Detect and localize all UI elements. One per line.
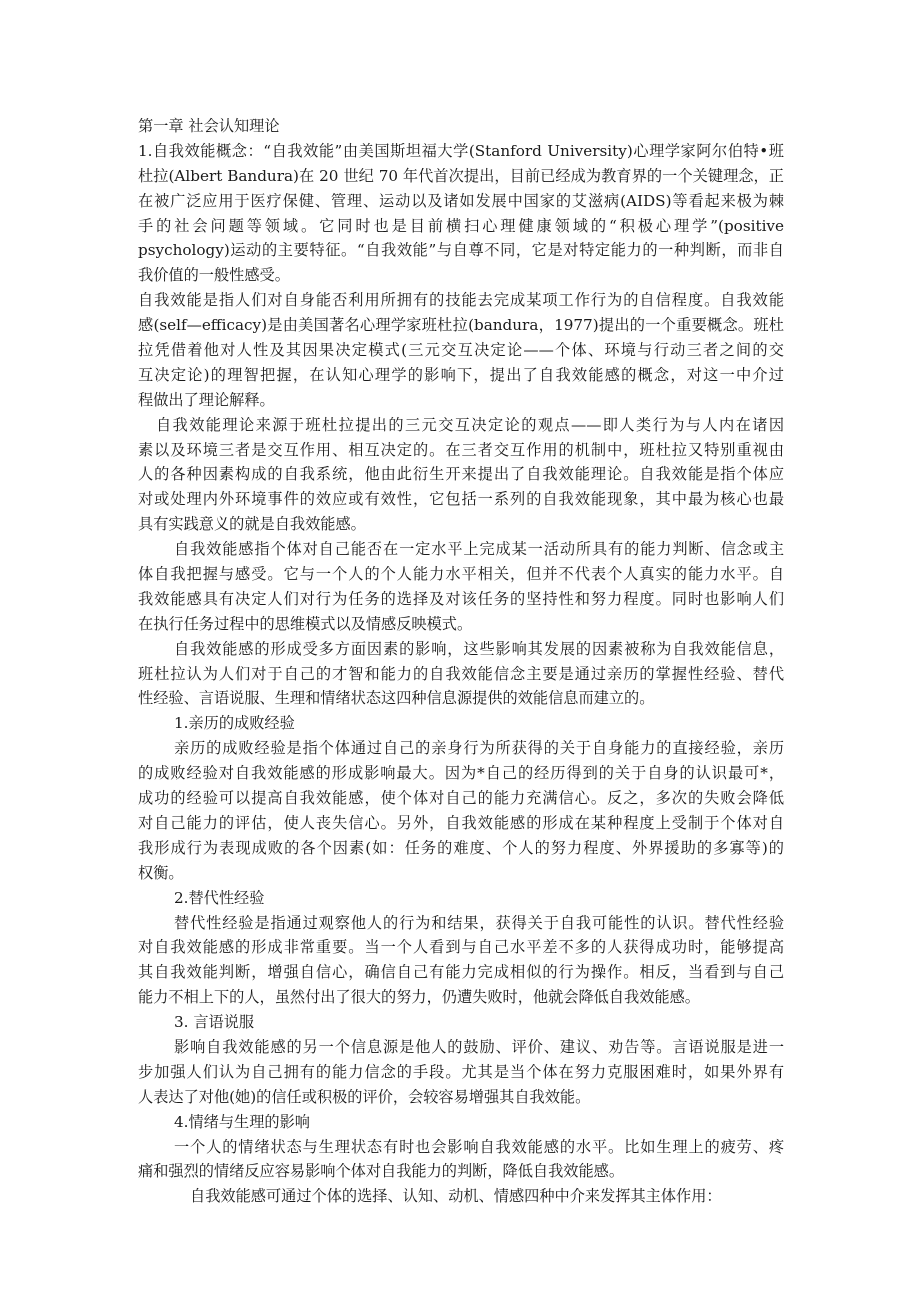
paragraph-line: 对或处理内外环境事件的效应或有效性，它包括一系列的自我效能现象，其中最为核心也最 [138,490,784,509]
paragraph-line: 在执行任务过程中的思维模式以及情感反映模式。 [138,614,473,633]
paragraph-line: 手的社会问题等领域。它同时也是目前横扫心理健康领域的“积极心理学”(positive [138,216,784,235]
paragraph-line: 性经验、言语说服、生理和情绪状态这四种信息源提供的效能信息而建立的。 [138,689,655,708]
paragraph-line: 体自我把握与感受。它与一个人的个人能力水平相关，但并不代表个人真实的能力水平。自 [138,565,784,584]
paragraph-line: 替代性经验是指通过观察他人的行为和结果，获得关于自我可能性的认识。替代性经验 [174,913,784,932]
paragraph-line: 素以及环境三者是交互作用、相互决定的。在三者交互作用的机制中，班杜拉又特别重视由 [138,440,784,459]
paragraph-line: 1.自我效能概念：“自我效能”由美国斯坦福大学(Stanford University)心理学家阿尔伯特•班 [138,141,784,160]
paragraph-line: 步加强人们认为自己拥有的能力信念的手段。尤其是当个体在努力克服困难时，如果外界有 [138,1062,784,1081]
document-body [138,114,784,1209]
paragraph-line: 自我效能感可通过个体的选择、认知、动机、情感四种中介来发挥其主体作用： [190,1187,722,1206]
paragraph-line: 在被广泛应用于医疗保健、管理、运动以及诸如发展中国家的艾滋病(AIDS)等看起来极为棘 [138,191,784,210]
paragraph-line: 感(self—efficacy)是由美国著名心理学家班杜拉(bandura，1977)提出的一个重要概念。班杜 [138,316,784,335]
paragraph-line: 权衡。 [138,863,184,882]
paragraph-line: 拉凭借着他对人性及其因果决定模式(三元交互决定论——个体、环境与行动三者之间的交 [138,341,784,360]
paragraph-line: 程做出了理论解释。 [138,390,275,409]
paragraph-line: 能力不相上下的人，虽然付出了很大的努力，仍遭失败时，他就会降低自我效能感。 [138,988,700,1007]
paragraph-line: 对自己能力的评估，使人丧失信心。另外，自我效能感的形成在某种程度上受制于个体对自 [138,813,784,832]
section-heading: 3. 言语说服 [174,1013,255,1032]
paragraph-line: 具有实践意义的就是自我效能感。 [138,515,366,534]
paragraph-line: 亲历的成败经验是指个体通过自己的亲身行为所获得的关于自身能力的直接经验，亲历 [174,739,784,758]
paragraph-line: 对自我效能感的形成非常重要。当一个人看到与自己水平差不多的人获得成功时，能够提高 [138,938,784,957]
paragraph-line: 班杜拉认为人们对于自己的才智和能力的自我效能信念主要是通过亲历的掌握性经验、替代 [138,664,784,683]
paragraph-line: 自我效能理论来源于班杜拉提出的三元交互决定论的观点——即人类行为与人内在诸因 [156,415,784,434]
paragraph-line: 人的各种因素构成的自我系统，他由此衍生开来提出了自我效能理论。自我效能是指个体应 [138,465,784,484]
chapter-title: 第一章 社会认知理论 [138,117,280,135]
paragraph-line: 自我效能是指人们对自身能否利用所拥有的技能去完成某项工作行为的自信程度。自我效能 [138,291,784,310]
paragraph-line: 一个人的情绪状态与生理状态有时也会影响自我效能感的水平。比如生理上的疲劳、疼 [174,1137,784,1156]
paragraph-line: 互决定论)的理智把握，在认知心理学的影响下，提出了自我效能感的概念，对这一中介过 [138,365,784,384]
paragraph-line: 影响自我效能感的另一个信息源是他人的鼓励、评价、建议、劝告等。言语说服是进一 [174,1037,784,1056]
paragraph-line: 我形成行为表现成败的各个因素(如：任务的难度、个人的努力程度、外界援助的多寡等)的 [138,838,784,857]
paragraph-line: 的成败经验对自我效能感的形成影响最大。因为*自己的经历得到的关于自身的认识最可*， [138,764,784,783]
section-heading: 2.替代性经验 [174,888,265,907]
paragraph-line: psychology)运动的主要特征。“自我效能”与自尊不同，它是对特定能力的一种判断，而非自 [138,241,784,260]
paragraph-line: 我效能感具有决定人们对行为任务的选择及对该任务的坚持性和努力程度。同时也影响人们 [138,589,784,608]
paragraph-line: 自我效能感指个体对自己能否在一定水平上完成某一活动所具有的能力判断、信念或主 [174,540,784,559]
section-heading: 1.亲历的成败经验 [174,714,295,733]
paragraph-line: 痛和强烈的情绪反应容易影响个体对自我能力的判断，降低自我效能感。 [138,1162,624,1181]
paragraph-line: 我价值的一般性感受。 [138,266,290,285]
paragraph-line: 杜拉(Albert Bandura)在 20 世纪 70 年代首次提出，目前已经成为教育界的一个关键理念，正 [138,166,784,185]
section-heading: 4.情绪与生理的影响 [174,1112,310,1131]
paragraph-line: 成功的经验可以提高自我效能感，使个体对自己的能力充满信心。反之，多次的失败会降低 [138,789,784,808]
paragraph-line: 其自我效能判断，增强自信心，确信自己有能力完成相似的行为操作。相反，当看到与自己 [138,963,784,982]
paragraph-line: 人表达了对他(她)的信任或积极的评价，会较容易增强其自我效能。 [138,1087,591,1106]
paragraph-line: 自我效能感的形成受多方面因素的影响，这些影响其发展的因素被称为自我效能信息， [174,639,784,658]
